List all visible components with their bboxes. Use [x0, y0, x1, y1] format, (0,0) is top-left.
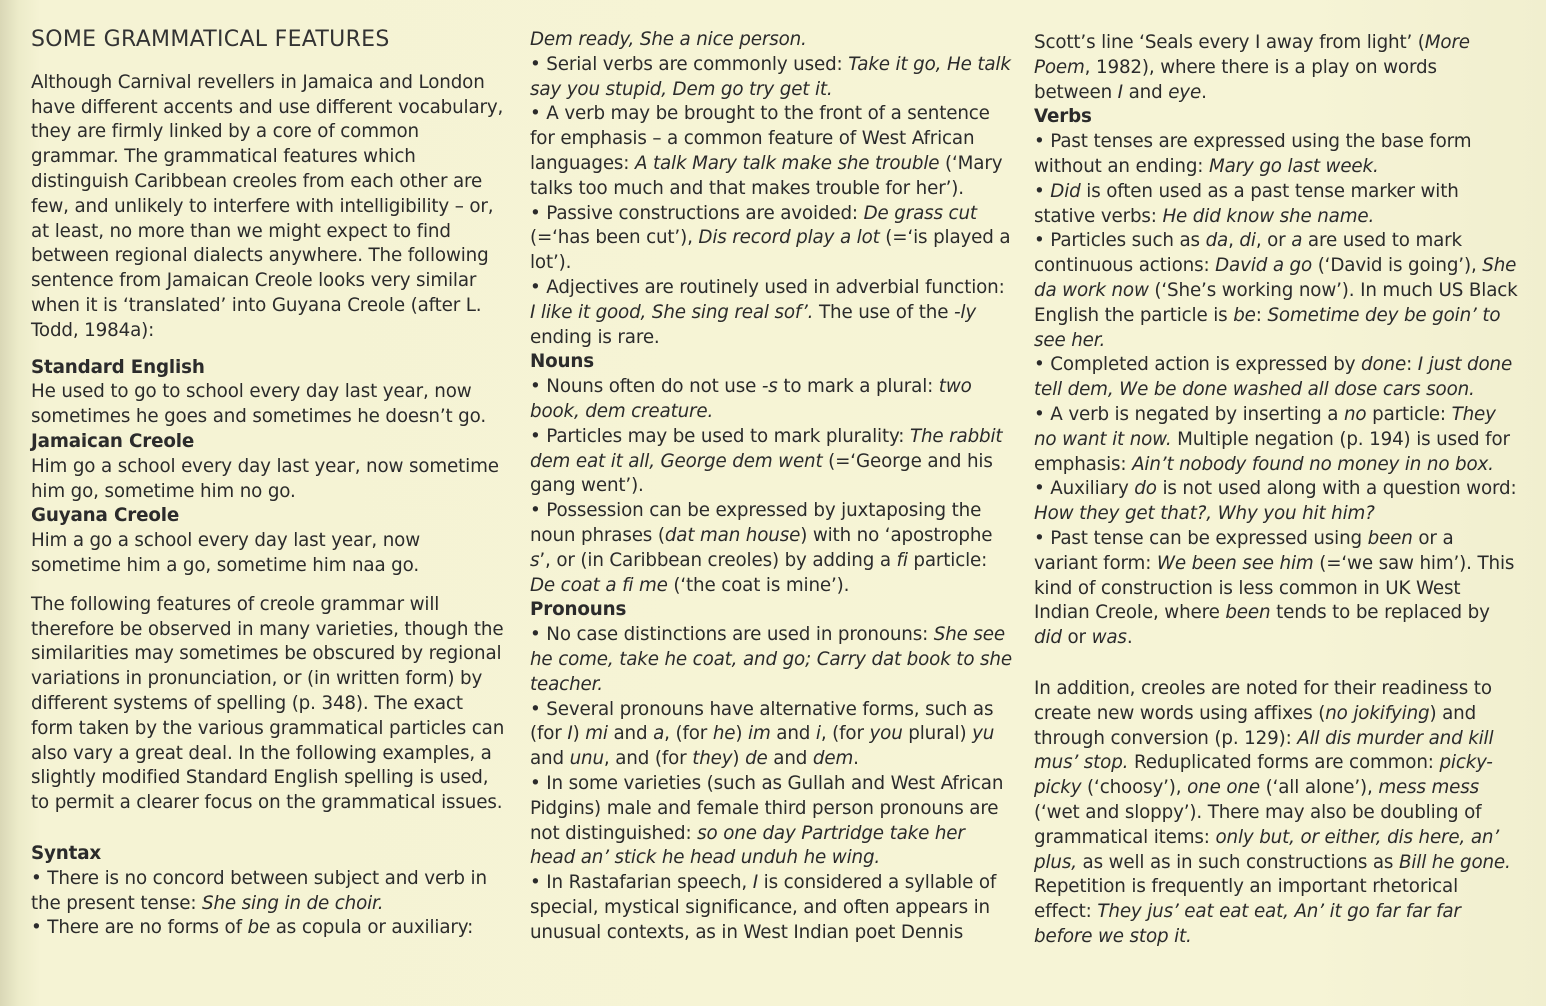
bullet-plural: • Nouns often do not use -s to mark a plural: two book, dem creature.: [530, 375, 1015, 425]
heading-verbs: Verbs: [1034, 106, 1092, 128]
bullet-continuous: • Particles such as da, di, or a are used to mark continuous actions: David a go (‘David is going’), She da work now (‘She’s working now’). In much US Black English the particle is be: Sometime dey be goin’ to see her.: [1034, 229, 1518, 353]
bullet-case: • No case distinctions are used in pronouns: She see he come, take he coat, and go; Carry dat book to she teacher.: [530, 623, 1015, 697]
example-guyana-creole: Him a go a school every day last year, now sometime him a go, sometime him naa go.: [31, 530, 421, 576]
heading-nouns: Nouns: [530, 351, 595, 373]
heading-syntax: Syntax: [31, 842, 102, 864]
heading-guyana-creole: Guyana Creole: [31, 505, 180, 527]
bullet-serial-verbs: • Serial verbs are commonly used: Take it go, He talk say you stupid, Dem go try get it.: [530, 53, 1015, 103]
example-standard-english: He used to go to school every day last year, now sometimes he goes and sometimes he doesn’t go.: [31, 381, 486, 428]
column-2: [530, 28, 1015, 945]
bullet-verb-fronting: • A verb may be brought to the front of a sentence for emphasis – a common feature of West African languages: A talk Mary talk make she trouble (‘Mary talks too much and that makes trouble for her’).: [530, 102, 1015, 201]
bullet-passive: • Passive constructions are avoided: De grass cut (=‘has been cut’), Dis record play a lot (=‘is played a lot’).: [530, 202, 1015, 276]
bullet-been: • Past tense can be expressed using been or a variant form: We been see him (=‘we saw him’). This kind of construction is less common in UK West Indian Creole, where been tends to be replaced by did or was.: [1034, 527, 1518, 651]
bullet-copula: • There are no forms of be as copula or auxiliary:: [31, 916, 509, 941]
bullet-concord: • There is no concord between subject and verb in the present tense: She sing in de choir.: [31, 867, 509, 917]
bullet-did: • Did is often used as a past tense marker with stative verbs: He did know she name.: [1034, 180, 1518, 230]
paragraph-word-formation: In addition, creoles are noted for their readiness to create new words using affixes (no jokifying) and through conversion (p. 129): All dis murder and kill mus’ stop. Reduplicated forms are common: picky-picky (‘choosy’), one one (‘all alone’), mess mess (‘wet and sloppy’). There may also be doubling of grammatical items: only but, or either, dis here, an’ plus, as well as in such constructions as Bill he gone. Repetition is frequently an important rhetorical effect: They jus’ eat eat eat, An’ it go far far far before we stop it.: [1034, 677, 1511, 947]
copula-example: Dem ready, She a nice person.: [530, 29, 807, 50]
heading-standard-english: Standard English: [31, 356, 205, 378]
section-title: SOME GRAMMATICAL FEATURES: [31, 27, 390, 52]
intro-paragraph: Although Carnival revellers in Jamaica and London have different accents and use different vocabulary, they are firmly linked by a core of common grammar. The grammatical features which distinguish Caribbean creoles from each other are few, and unlikely to interfere with intelligibility – or, at least, no more than we might expect to find between regional dialects anywhere. The following sentence from Jamaican Creole looks very similar when it is ‘translated’ into Guyana Creole (after L. Todd, 1984a):: [31, 71, 504, 341]
paragraph-features: The following features of creole grammar will therefore be observed in many varieties, though the similarities may sometimes be obscured by regional variations in pronunciation, or (in written form) by different systems of spelling (p. 348). The exact form taken by the various grammatical particles can also vary a great deal. In the following examples, a slightly modified Standard English spelling is used, to permit a clearer focus on the grammatical issues.: [31, 593, 505, 814]
bullet-rastafarian: • In Rastafarian speech, I is considered a syllable of special, mystical significance, and often appears in unusual contexts, as in West Indian poet Dennis: [530, 871, 1015, 945]
bullet-possession: • Possession can be expressed by juxtaposing the noun phrases (dat man house) with no ‘apostrophe s’, or (in Caribbean creoles) by adding a fi particle: De coat a fi me (‘the coat is mine’).: [530, 499, 1015, 598]
heading-jamaican-creole: Jamaican Creole: [31, 430, 195, 452]
bullet-pronoun-forms: • Several pronouns have alternative forms, such as (for I) mi and a, (for he) im and i, (for you plural) yu and unu, and (for they) de and dem.: [530, 698, 1015, 772]
heading-pronouns: Pronouns: [530, 599, 627, 621]
bullet-adjectives: • Adjectives are routinely used in adverbial function: I like it good, She sing real sof’. The use of the -ly ending is rare.: [530, 276, 1015, 350]
example-jamaican-creole: Him go a school every day last year, now sometime him go, sometime him no go.: [31, 455, 499, 502]
bullet-auxiliary-do: • Auxiliary do is not used along with a question word: How they get that?, Why you hit him?: [1034, 477, 1518, 527]
scott-line: Scott’s line ‘Seals every I away from light’ (More Poem, 1982), where there is a play on words between I and eye.: [1034, 32, 1470, 103]
bullet-plurality-particles: • Particles may be used to mark plurality: The rabbit dem eat it all, George dem went (=‘George and his gang went’).: [530, 425, 1015, 499]
bullet-completed: • Completed action is expressed by done: I just done tell dem, We be done washed all dose cars soon.: [1034, 353, 1518, 403]
column-1: [31, 22, 509, 941]
bullet-past-tense: • Past tenses are expressed using the base form without an ending: Mary go last week.: [1034, 130, 1518, 180]
column-3: [1034, 31, 1518, 962]
bullet-negation: • A verb is negated by inserting a no particle: They no want it now. Multiple negation (p. 194) is used for emphasis: Ain’t nobody found no money in no box.: [1034, 403, 1518, 477]
bullet-third-person: • In some varieties (such as Gullah and West African Pidgins) male and female third person pronouns are not distinguished: so one day Partridge take her head an’ stick he head unduh he wing.: [530, 772, 1015, 871]
